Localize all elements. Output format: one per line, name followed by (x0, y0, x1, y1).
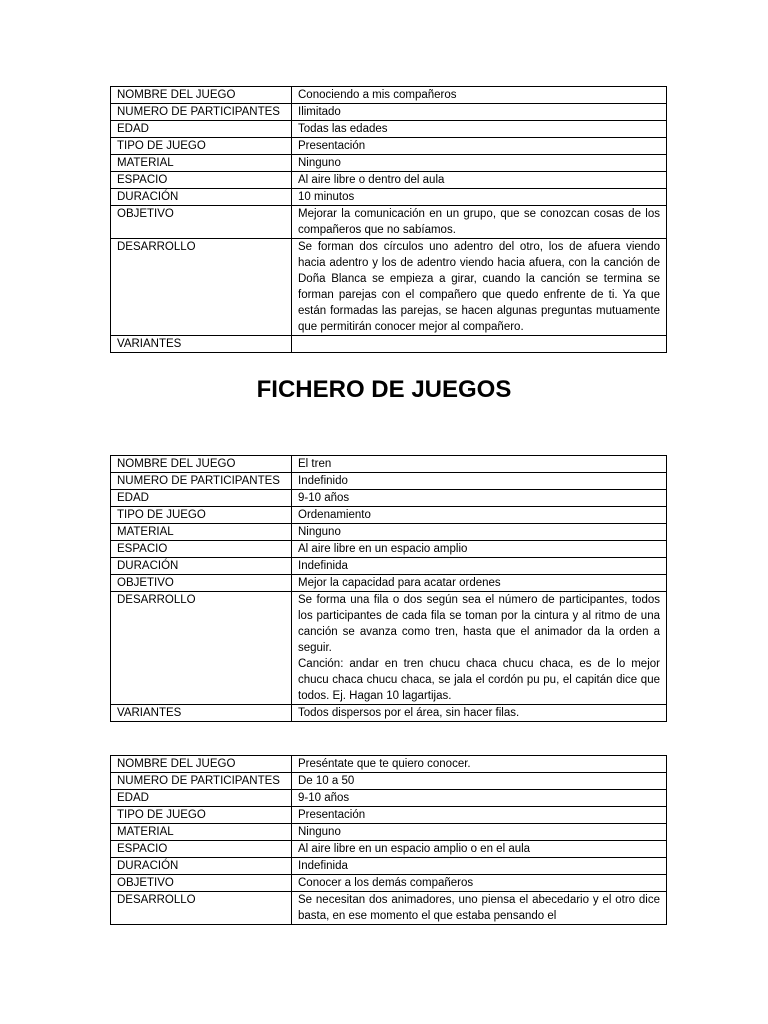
label-age: EDAD (111, 790, 292, 807)
table-row (111, 473, 667, 490)
value-space: Al aire libre en un espacio amplio (292, 541, 667, 558)
value-development: Se forman dos círculos uno adentro del otro, los de afuera viendo hacia adentro y los de adentro viendo hacia afuera, con la canción de Doña Blanca se empieza a girar, cuando la canción se termina se forman parejas con el compañero que quedo enfrente de ti. Ya que están formadas las parejas, se hacen algunas preguntas mutuamente que permitirán conocer mejor al compañero. (292, 239, 667, 336)
value-material: Ninguno (292, 524, 667, 541)
table-row (111, 841, 667, 858)
label-objective: OBJETIVO (111, 575, 292, 592)
game-card-3 (110, 755, 667, 925)
label-name: NOMBRE DEL JUEGO (111, 756, 292, 773)
table-row (111, 875, 667, 892)
value-type: Presentación (292, 807, 667, 824)
table-row (111, 824, 667, 841)
table-row (111, 756, 667, 773)
label-participants: NUMERO DE PARTICIPANTES (111, 773, 292, 790)
table-row (111, 87, 667, 104)
label-variants: VARIANTES (111, 336, 292, 353)
value-age: Todas las edades (292, 121, 667, 138)
label-name: NOMBRE DEL JUEGO (111, 456, 292, 473)
label-objective: OBJETIVO (111, 206, 292, 239)
table-row (111, 575, 667, 592)
table-row (111, 705, 667, 722)
value-age: 9-10 años (292, 790, 667, 807)
development-paragraph: Se forma una fila o dos según sea el número de participantes, todos los participantes de cada fila se toman por la cintura y al ritmo de una canción se avanza como tren, hasta que el animador da la orden a seguir. (298, 594, 660, 654)
value-development (292, 592, 667, 705)
value-variants: Todos dispersos por el área, sin hacer filas. (292, 705, 667, 722)
value-material: Ninguno (292, 155, 667, 172)
label-duration: DURACIÓN (111, 189, 292, 206)
value-type: Ordenamiento (292, 507, 667, 524)
table-row (111, 507, 667, 524)
value-participants: Ilimitado (292, 104, 667, 121)
development-song: Canción: andar en tren chucu chaca chucu chaca, es de lo mejor chucu chaca chucu chaca, se jala el cordón pu pu, el capitán dice que todos. Ej. Hagan 10 lagartijas. (298, 658, 660, 702)
value-objective: Conocer a los demás compañeros (292, 875, 667, 892)
value-duration: 10 minutos (292, 189, 667, 206)
label-space: ESPACIO (111, 541, 292, 558)
value-age: 9-10 años (292, 490, 667, 507)
label-material: MATERIAL (111, 524, 292, 541)
table-row (111, 592, 667, 705)
value-development: Se necesitan dos animadores, uno piensa el abecedario y el otro dice basta, en ese momento el que estaba pensando el (292, 892, 667, 925)
table-row (111, 456, 667, 473)
table-row (111, 239, 667, 336)
table-row (111, 541, 667, 558)
label-participants: NUMERO DE PARTICIPANTES (111, 104, 292, 121)
value-space: Al aire libre o dentro del aula (292, 172, 667, 189)
game-card-1 (110, 86, 667, 353)
label-development: DESARROLLO (111, 592, 292, 705)
table-row (111, 524, 667, 541)
value-participants: De 10 a 50 (292, 773, 667, 790)
label-objective: OBJETIVO (111, 875, 292, 892)
label-age: EDAD (111, 121, 292, 138)
table-row (111, 858, 667, 875)
value-variants (292, 336, 667, 353)
label-duration: DURACIÓN (111, 558, 292, 575)
table-row (111, 189, 667, 206)
value-name: El tren (292, 456, 667, 473)
page-title: FICHERO DE JUEGOS (256, 376, 512, 403)
label-type: TIPO DE JUEGO (111, 138, 292, 155)
label-age: EDAD (111, 490, 292, 507)
table-row (111, 490, 667, 507)
label-participants: NUMERO DE PARTICIPANTES (111, 473, 292, 490)
label-space: ESPACIO (111, 841, 292, 858)
label-material: MATERIAL (111, 824, 292, 841)
label-development: DESARROLLO (111, 239, 292, 336)
value-name: Preséntate que te quiero conocer. (292, 756, 667, 773)
table-row (111, 138, 667, 155)
label-material: MATERIAL (111, 155, 292, 172)
label-type: TIPO DE JUEGO (111, 807, 292, 824)
table-row (111, 155, 667, 172)
value-material: Ninguno (292, 824, 667, 841)
label-duration: DURACIÓN (111, 858, 292, 875)
game-card-2 (110, 455, 667, 722)
value-participants: Indefinido (292, 473, 667, 490)
table-row (111, 790, 667, 807)
table-row (111, 558, 667, 575)
value-type: Presentación (292, 138, 667, 155)
label-name: NOMBRE DEL JUEGO (111, 87, 292, 104)
table-row (111, 773, 667, 790)
label-space: ESPACIO (111, 172, 292, 189)
label-development: DESARROLLO (111, 892, 292, 925)
table-row (111, 104, 667, 121)
value-name: Conociendo a mis compañeros (292, 87, 667, 104)
label-type: TIPO DE JUEGO (111, 507, 292, 524)
value-space: Al aire libre en un espacio amplio o en el aula (292, 841, 667, 858)
label-variants: VARIANTES (111, 705, 292, 722)
table-row (111, 807, 667, 824)
table-row (111, 206, 667, 239)
table-row (111, 172, 667, 189)
value-objective: Mejor la capacidad para acatar ordenes (292, 575, 667, 592)
table-row (111, 336, 667, 353)
value-objective: Mejorar la comunicación en un grupo, que se conozcan cosas de los compañeros que no sabíamos. (292, 206, 667, 239)
value-duration: Indefinida (292, 558, 667, 575)
table-row (111, 121, 667, 138)
value-duration: Indefinida (292, 858, 667, 875)
table-row (111, 892, 667, 925)
